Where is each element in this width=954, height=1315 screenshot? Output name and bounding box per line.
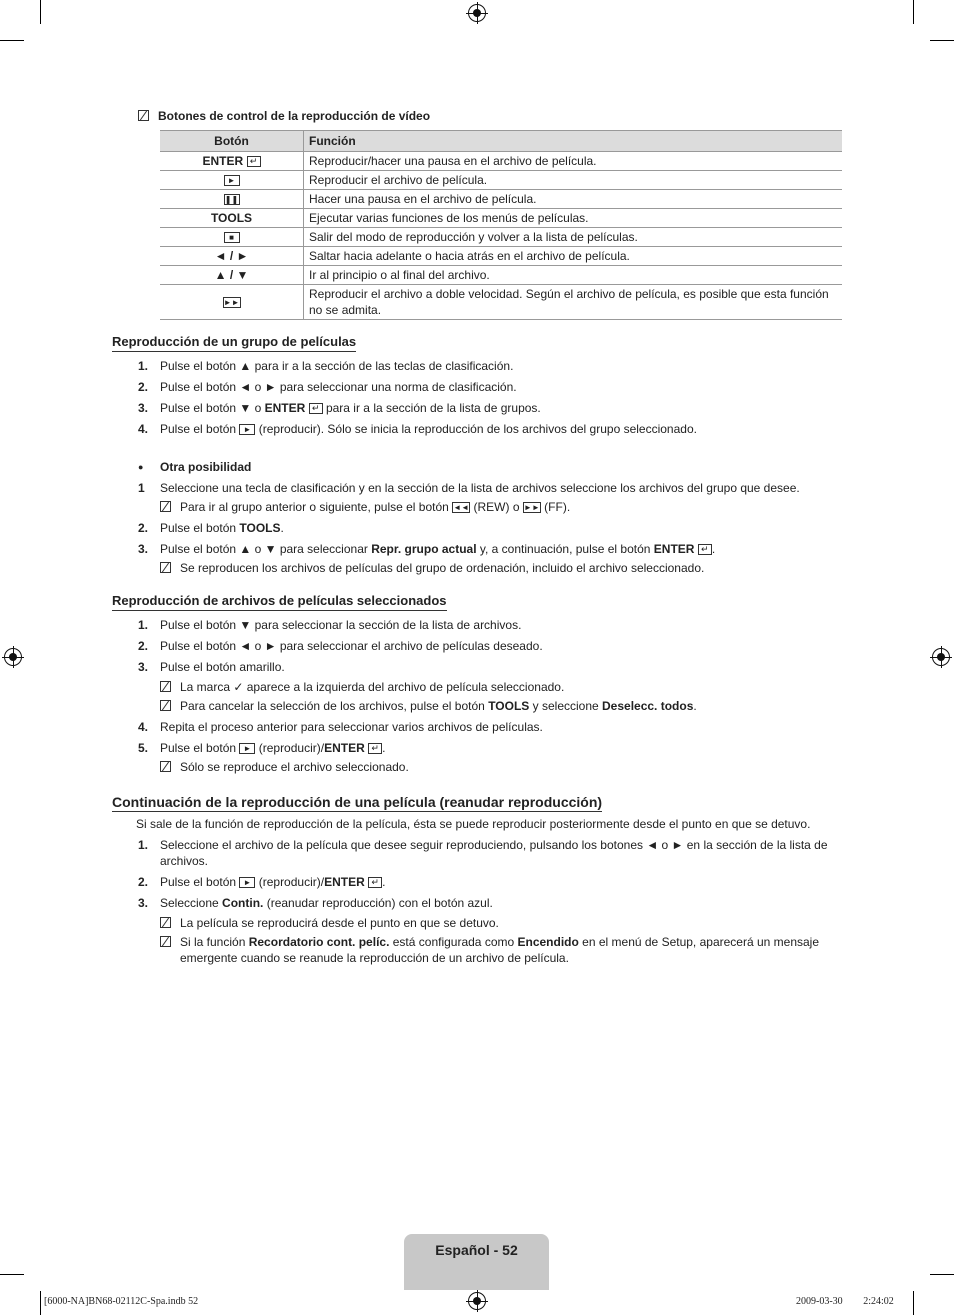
table-row	[160, 228, 842, 247]
crop-mark	[40, 0, 41, 24]
button-cell	[160, 285, 304, 320]
crop-mark	[40, 1291, 41, 1315]
note-icon	[160, 936, 171, 947]
section-resume-playback	[112, 794, 842, 966]
button-cell	[160, 171, 304, 190]
function-cell: Salir del modo de reproducción y volver a la lista de películas.	[304, 228, 843, 247]
note-icon	[160, 681, 171, 692]
play-icon: ►	[224, 175, 240, 186]
header-button: Botón	[160, 131, 304, 152]
list-item: 1. Seleccione el archivo de la película que desee seguir reproduciendo, pulsando los botones ◄ o ► en la sección de la lista de archivos.	[138, 838, 828, 868]
button-cell: ▲ / ▼	[160, 266, 304, 285]
note-icon	[138, 110, 149, 121]
button-cell: ENTER ↵	[160, 152, 304, 171]
function-cell: Ir al principio o al final del archivo.	[304, 266, 843, 285]
list-item: 2. Pulse el botón TOOLS.	[138, 521, 284, 535]
section-title: Reproducción de un grupo de películas	[112, 334, 356, 352]
note-row: Se reproducen los archivos de películas del grupo de ordenación, incluido el archivo seleccionado.	[160, 560, 842, 576]
play-icon: ►	[239, 424, 255, 435]
list-item: 3. Pulse el botón amarillo.	[138, 660, 285, 674]
note-row: Si la función Recordatorio cont. pelíc. está configurada como Encendido en el menú de Setup, aparecerá un mensaje emergente cuando se reanude la reproducción de un archivo de película.	[160, 934, 842, 966]
list-item: 3. Pulse el botón ▼ o ENTER ↵ para ir a la sección de la lista de grupos.	[138, 401, 541, 415]
crop-mark	[913, 0, 914, 24]
checkmark-icon: ✓	[233, 680, 244, 694]
crop-mark	[913, 1291, 914, 1315]
list-item: 4. Pulse el botón ► (reproducir). Sólo se inicia la reproducción de los archivos del grupo seleccionado.	[138, 422, 697, 436]
table-row	[160, 190, 842, 209]
playback-controls-table	[160, 130, 842, 320]
list-item: 4. Repita el proceso anterior para seleccionar varios archivos de películas.	[138, 720, 543, 734]
registration-mark-icon	[4, 648, 22, 666]
function-cell: Hacer una pausa en el archivo de película.	[304, 190, 843, 209]
note-icon	[160, 761, 171, 772]
play-icon: ►	[239, 877, 255, 888]
note-icon	[160, 562, 171, 573]
button-cell: TOOLS	[160, 209, 304, 228]
crop-mark	[0, 40, 24, 41]
table-row	[160, 247, 842, 266]
page-content	[112, 108, 842, 966]
table-row	[160, 171, 842, 190]
fast-forward-icon: ►►	[523, 503, 540, 513]
function-cell: Reproducir el archivo a doble velocidad. Según el archivo de película, es posible que esta función no se admita.	[304, 285, 843, 320]
stop-icon: ■	[224, 232, 240, 243]
list-item: 1. Pulse el botón ▲ para ir a la sección de las teclas de clasificación.	[138, 359, 514, 373]
list-item: 2. Pulse el botón ◄ o ► para seleccionar el archivo de películas deseado.	[138, 639, 543, 653]
note-row: La marca ✓ aparece a la izquierda del archivo de película seleccionado.	[160, 679, 842, 695]
button-cell: ◄ / ►	[160, 247, 304, 266]
registration-mark-icon	[932, 648, 950, 666]
list-item: 2. Pulse el botón ► (reproducir)/ENTER ↵ .	[138, 875, 386, 889]
section-title: Reproducción de archivos de películas seleccionados	[112, 593, 447, 611]
intro-text: Si sale de la función de reproducción de la película, ésta se puede reproducir posteriormente desde el punto en que se detuvo.	[136, 817, 811, 831]
pause-icon: ❚❚	[224, 195, 239, 205]
note-row: Sólo se reproduce el archivo seleccionado.	[160, 759, 842, 775]
function-cell: Saltar hacia adelante o hacia atrás en el archivo de película.	[304, 247, 843, 266]
note-icon	[160, 700, 171, 711]
list-item: 3. Pulse el botón ▲ o ▼ para seleccionar Repr. grupo actual y, a continuación, pulse el botón ENTER ↵ .	[138, 542, 716, 556]
print-slug-right: 2009-03-30 ￿￿ 2:24:02	[796, 1296, 894, 1307]
function-cell: Ejecutar varias funciones de los menús de películas.	[304, 209, 843, 228]
note-icon	[160, 501, 171, 512]
table-row	[160, 209, 842, 228]
table-title: Botones de control de la reproducción de vídeo	[158, 109, 431, 123]
table-row	[160, 152, 842, 171]
bullet-icon: ●	[138, 462, 144, 472]
fast-forward-icon: ►►	[223, 298, 240, 308]
enter-icon: ↵	[247, 156, 261, 167]
crop-mark	[0, 1274, 24, 1275]
list-item: 2. Pulse el botón ◄ o ► para seleccionar una norma de clasificación.	[138, 380, 517, 394]
section-selected-files	[112, 593, 842, 775]
button-cell	[160, 190, 304, 209]
list-item: 1. Pulse el botón ▼ para seleccionar la sección de la lista de archivos.	[138, 618, 522, 632]
table-row	[160, 285, 842, 320]
note-row: La película se reproducirá desde el punto en que se detuvo.	[160, 915, 842, 931]
enter-icon: ↵	[698, 544, 712, 555]
registration-mark-icon	[468, 4, 486, 22]
note-icon	[160, 917, 171, 928]
crop-mark	[930, 40, 954, 41]
function-cell: Reproducir/hacer una pausa en el archivo de película.	[304, 152, 843, 171]
note-row: Para ir al grupo anterior o siguiente, pulse el botón ◄◄ (REW) o ►► (FF).	[160, 499, 842, 515]
play-icon: ►	[239, 743, 255, 754]
list-item: 3. Seleccione Contin. (reanudar reproducción) con el botón azul.	[138, 896, 493, 910]
rewind-icon: ◄◄	[453, 503, 470, 513]
table-title-row	[138, 108, 842, 124]
print-slug-left: [6000-NA]BN68-02112C-Spa.indb 52	[44, 1296, 199, 1307]
button-cell	[160, 228, 304, 247]
section-group-playback	[112, 334, 842, 576]
enter-icon: ↵	[368, 743, 382, 754]
header-function: Función	[304, 131, 843, 152]
page-number-tab: Español - 52	[404, 1234, 549, 1290]
enter-icon: ↵	[309, 403, 323, 414]
registration-mark-icon	[468, 1292, 486, 1310]
list-item: 5. Pulse el botón ► (reproducir)/ENTER ↵ .	[138, 741, 386, 755]
list-item: 1 Seleccione una tecla de clasificación y en la sección de la lista de archivos seleccione los archivos del grupo que desee.	[138, 481, 800, 495]
crop-mark	[930, 1274, 954, 1275]
function-cell: Reproducir el archivo de película.	[304, 171, 843, 190]
list-item: ● Otra posibilidad	[138, 460, 252, 474]
note-row: Para cancelar la selección de los archivos, pulse el botón TOOLS y seleccione Deselecc. todos.	[160, 698, 842, 714]
enter-icon: ↵	[368, 877, 382, 888]
section-title: Continuación de la reproducción de una película (reanudar reproducción)	[112, 794, 603, 810]
table-header-row	[160, 131, 842, 152]
table-row	[160, 266, 842, 285]
